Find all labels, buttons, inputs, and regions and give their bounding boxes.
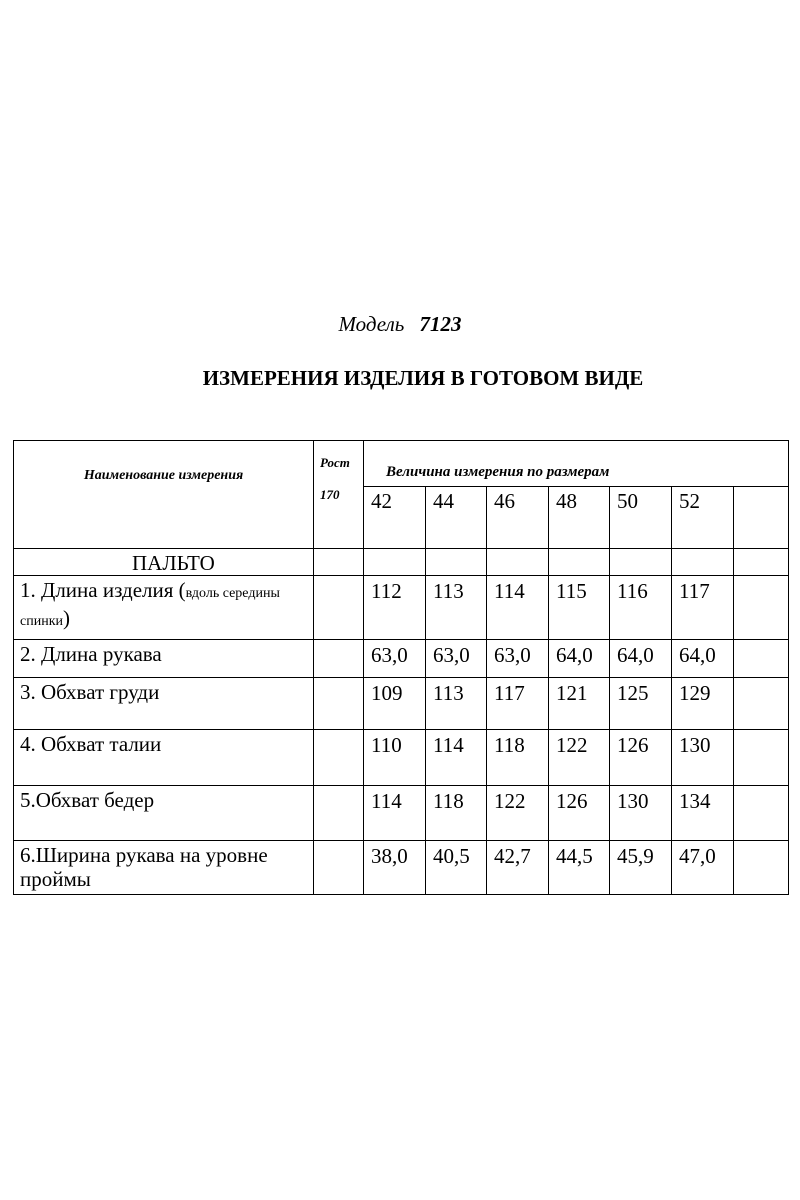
measurement-value: 64,0 xyxy=(672,640,734,678)
measurement-value xyxy=(734,841,789,895)
measurement-name: 6.Ширина рукава на уровне проймы xyxy=(14,841,314,895)
measurement-value xyxy=(734,678,789,730)
measurement-value: 118 xyxy=(426,786,487,841)
measurement-name: 1. Длина изделия (вдоль середины спинки) xyxy=(14,576,314,640)
measurement-value xyxy=(734,786,789,841)
measurement-value: 129 xyxy=(672,678,734,730)
values-by-size-header: Величина измерения по размерам xyxy=(364,441,789,487)
table-row xyxy=(14,786,789,841)
measurement-value: 45,9 xyxy=(610,841,672,895)
measurement-value: 114 xyxy=(487,576,549,640)
table-row xyxy=(14,730,789,786)
measurement-value: 130 xyxy=(672,730,734,786)
measurement-value: 115 xyxy=(549,576,610,640)
measurement-value: 125 xyxy=(610,678,672,730)
size-cell: 46 xyxy=(487,487,549,549)
measurement-value: 126 xyxy=(610,730,672,786)
measurement-name: 2. Длина рукава xyxy=(14,640,314,678)
table-row xyxy=(14,576,789,640)
measurement-value xyxy=(734,730,789,786)
measurement-name-header: Наименование измерения xyxy=(14,441,314,549)
table-row xyxy=(14,640,789,678)
measurement-value: 134 xyxy=(672,786,734,841)
measurement-value: 64,0 xyxy=(549,640,610,678)
measurement-value: 126 xyxy=(549,786,610,841)
measurement-value xyxy=(734,640,789,678)
measurement-value: 112 xyxy=(364,576,426,640)
model-number: 7123 xyxy=(419,312,462,336)
measurement-value: 40,5 xyxy=(426,841,487,895)
measurement-value: 42,7 xyxy=(487,841,549,895)
page-title: ИЗМЕРЕНИЯ ИЗДЕЛИЯ В ГОТОВОМ ВИДЕ xyxy=(202,366,644,390)
measurement-value: 122 xyxy=(487,786,549,841)
measurement-value: 117 xyxy=(487,678,549,730)
height-header xyxy=(314,441,364,549)
model-line xyxy=(0,312,800,337)
size-cell: 44 xyxy=(426,487,487,549)
measurement-value: 64,0 xyxy=(610,640,672,678)
measurement-value: 63,0 xyxy=(364,640,426,678)
table-row xyxy=(14,841,789,895)
measurement-value: 117 xyxy=(672,576,734,640)
measurement-value: 118 xyxy=(487,730,549,786)
measurement-value: 63,0 xyxy=(487,640,549,678)
measurement-value: 114 xyxy=(364,786,426,841)
measurement-value: 109 xyxy=(364,678,426,730)
size-cell: 50 xyxy=(610,487,672,549)
model-label: Модель xyxy=(338,312,405,336)
measurement-value: 113 xyxy=(426,678,487,730)
measurement-value: 116 xyxy=(610,576,672,640)
size-cell: 48 xyxy=(549,487,610,549)
measurements-table xyxy=(13,440,789,895)
measurement-value: 63,0 xyxy=(426,640,487,678)
measurement-value: 122 xyxy=(549,730,610,786)
measurement-value: 113 xyxy=(426,576,487,640)
measurement-value: 110 xyxy=(364,730,426,786)
measurement-name: 4. Обхват талии xyxy=(14,730,314,786)
height-label: Рост xyxy=(320,455,350,470)
measurement-value: 44,5 xyxy=(549,841,610,895)
measurement-value: 114 xyxy=(426,730,487,786)
measurement-name: 3. Обхват груди xyxy=(14,678,314,730)
section-label: ПАЛЬТО xyxy=(14,549,314,576)
measurement-value: 121 xyxy=(549,678,610,730)
measurement-value: 38,0 xyxy=(364,841,426,895)
measurement-name: 5.Обхват бедер xyxy=(14,786,314,841)
size-cell: 52 xyxy=(672,487,734,549)
height-value: 170 xyxy=(320,487,340,502)
size-cell xyxy=(734,487,789,549)
size-cell: 42 xyxy=(364,487,426,549)
measurement-value: 47,0 xyxy=(672,841,734,895)
section-row xyxy=(14,549,789,576)
measurement-value: 130 xyxy=(610,786,672,841)
header-row xyxy=(14,441,789,487)
measurement-value xyxy=(734,576,789,640)
table-row xyxy=(14,678,789,730)
